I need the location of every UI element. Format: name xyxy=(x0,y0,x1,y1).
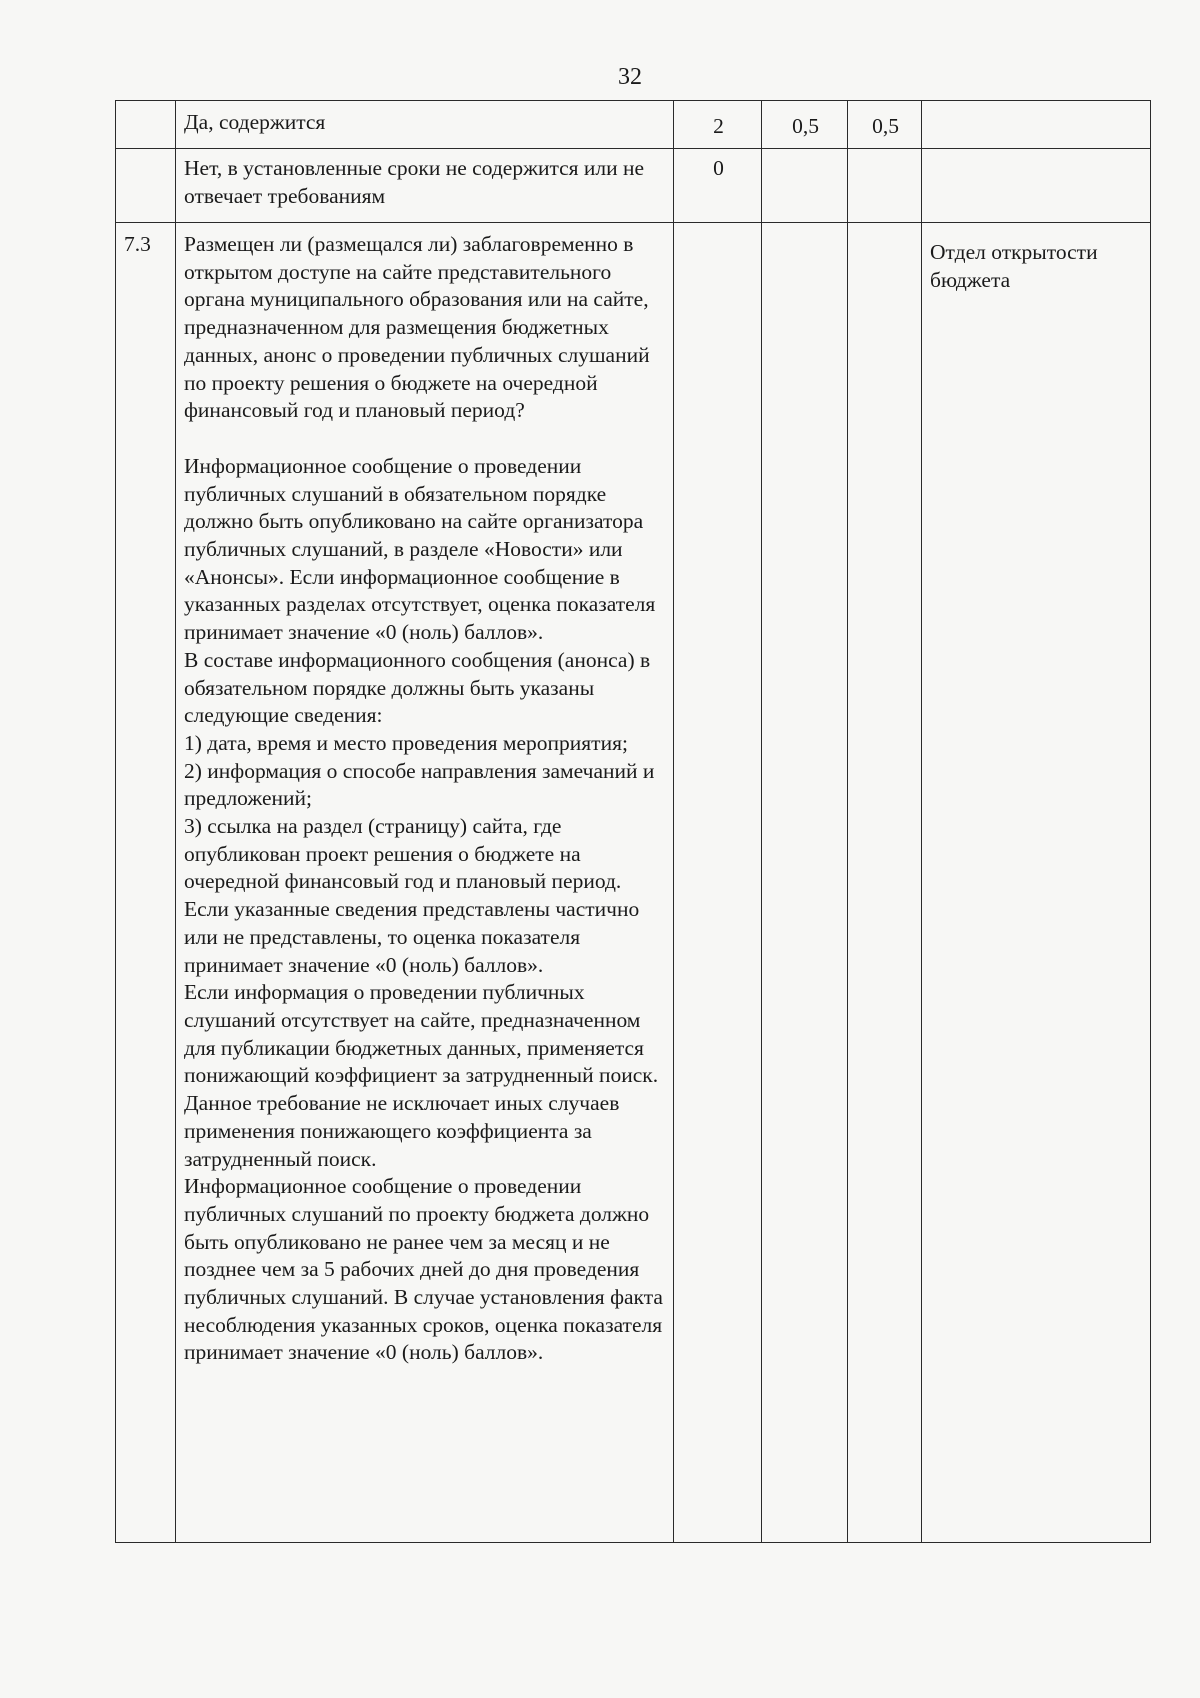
description-paragraph: 3) ссылка на раздел (страницу) сайта, где опубликован проект решения о бюджете на очередной финансовый год и плановый период. xyxy=(184,814,622,894)
answer-text: Нет, в установленные сроки не содержится или не отвечает требованиям xyxy=(176,149,674,223)
question-cell xyxy=(176,223,674,1543)
description-paragraph: Если указанные сведения представлены частично или не представлены, то оценка показателя принимает значение «0 (ноль) баллов». xyxy=(184,897,640,977)
coefficient-cell xyxy=(762,223,848,1543)
coefficient-cell xyxy=(848,223,922,1543)
score-cell: 0 xyxy=(674,149,762,223)
description-paragraph: 1) дата, время и место проведения мероприятия; xyxy=(184,730,628,755)
description-paragraph: В составе информационного сообщения (анонса) в обязательном порядке должны быть указаны следующие сведения: xyxy=(184,647,651,728)
question-text: Размещен ли (размещался ли) заблаговременно в открытом доступе на сайте представительного органа муниципального образования или на сайте, предназначенном для размещения бюджетных данных, анонс о проведении публичных слушаний по проекту решения о бюджете на очередной финансовый год и плановый период? xyxy=(184,232,650,423)
coefficient-cell: 0,5 xyxy=(762,101,848,149)
description-paragraph: Информационное сообщение о проведении публичных слушаний по проекту бюджета должно быть опубликовано не ранее чем за месяц и не позднее чем за 5 рабочих дней до дня проведения публичных слушаний. В случае установления факта несоблюдения указанных сроков, оценка показателя принимает значение «0 (ноль) баллов». xyxy=(184,1174,663,1365)
table-row xyxy=(116,101,1151,149)
score-cell: 2 xyxy=(674,101,762,149)
table-row xyxy=(116,223,1151,1543)
coefficient-cell xyxy=(762,149,848,223)
table-row xyxy=(116,149,1151,223)
row-number: 7.3 xyxy=(116,223,176,1543)
score-cell xyxy=(674,223,762,1543)
responsible-cell: Отдел открытости бюджета xyxy=(922,223,1151,1543)
description-paragraph: Если информация о проведении публичных слушаний отсутствует на сайте, предназначенном для публикации бюджетных данных, применяется понижающий коэффициент за затрудненный поиск. Данное требование не исключает иных случаев применения понижающего коэффициента за затрудненный поиск. xyxy=(184,980,659,1171)
coefficient-cell xyxy=(848,149,922,223)
responsible-cell xyxy=(922,149,1151,223)
description-paragraph: 2) информация о способе направления замечаний и предложений; xyxy=(184,758,655,811)
responsible-cell xyxy=(922,101,1151,149)
page-number: 32 xyxy=(618,64,642,90)
row-number xyxy=(116,101,176,149)
answer-text: Да, содержится xyxy=(176,101,674,149)
row-number xyxy=(116,149,176,223)
coefficient-cell: 0,5 xyxy=(848,101,922,149)
description-paragraph: Информационное сообщение о проведении публичных слушаний в обязательном порядке должно быть опубликовано на сайте организатора публичных слушаний, в разделе «Новости» или «Анонсы». Если информационное сообщение в указанных разделах отсутствует, оценка показателя принимает значение «0 (ноль) баллов». xyxy=(184,453,656,645)
criteria-table xyxy=(115,100,1151,1543)
